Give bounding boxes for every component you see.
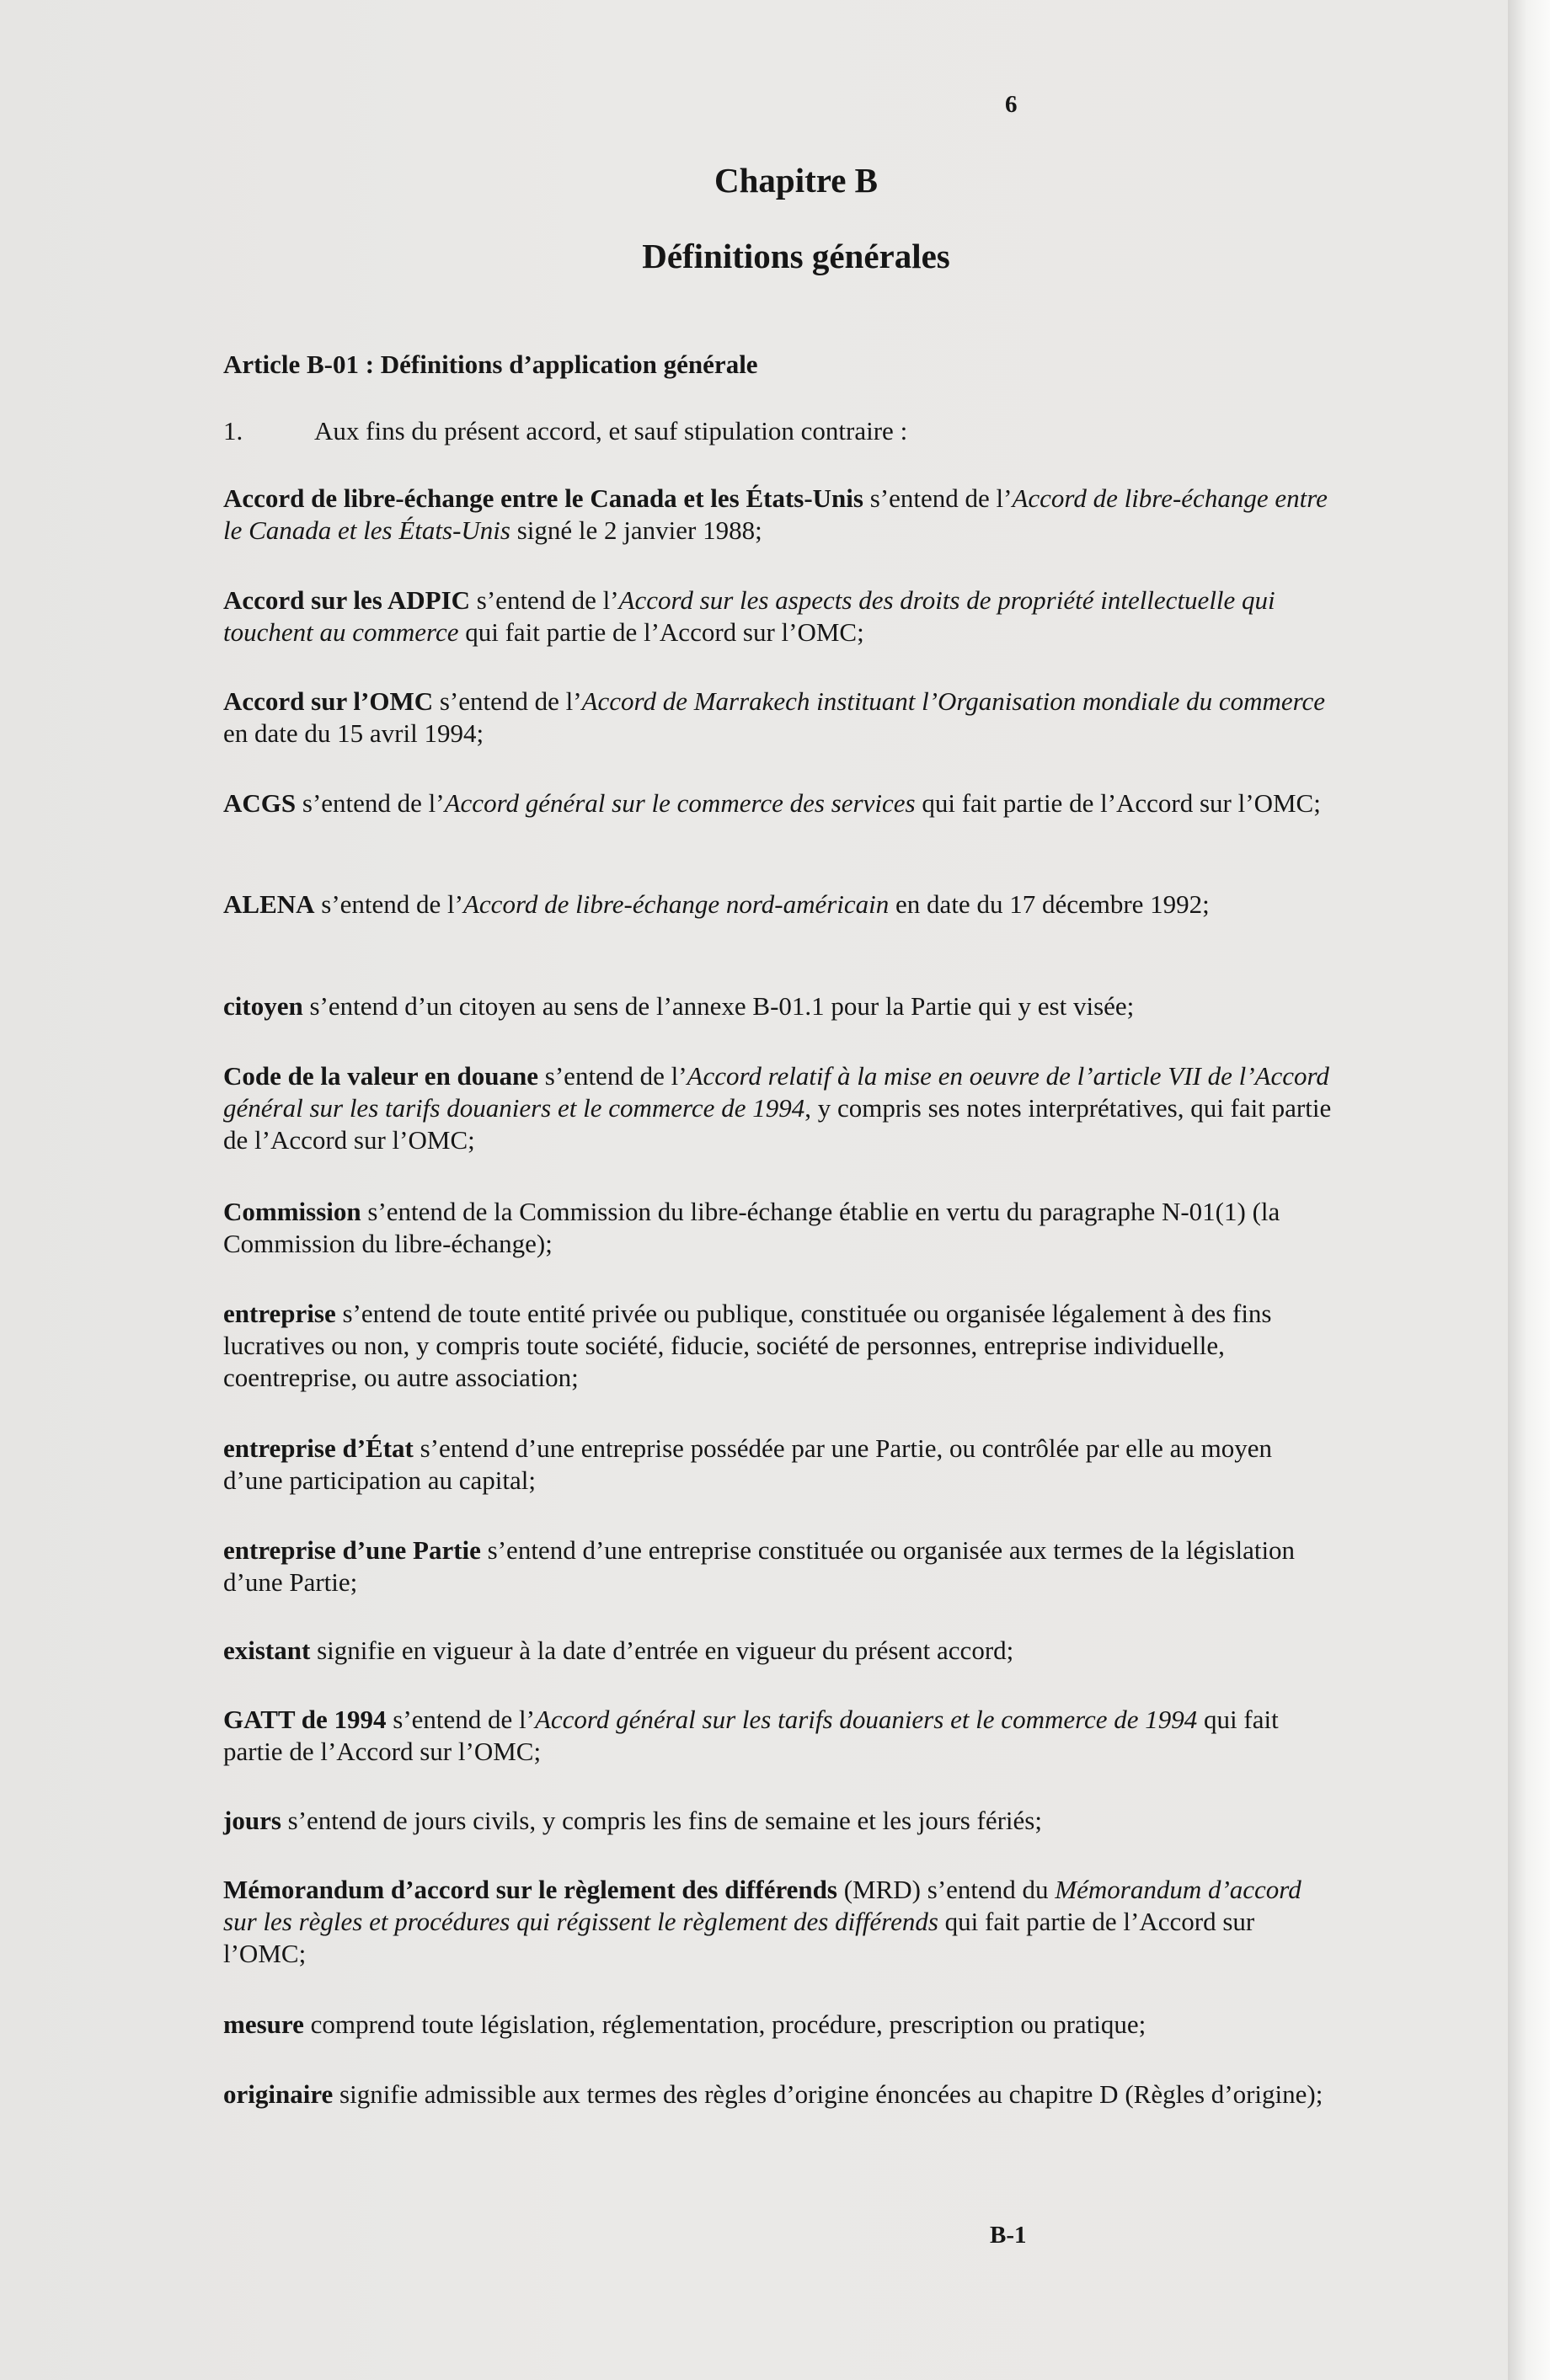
definition-item xyxy=(223,1704,1335,1768)
definition-term: ALENA xyxy=(223,889,315,919)
definition-text: signifie en vigueur à la date d’entrée en vigueur du présent accord; xyxy=(310,1636,1014,1665)
definition-text: s’entend de l’ xyxy=(538,1061,687,1091)
definition-item xyxy=(223,584,1335,648)
definition-term: jours xyxy=(223,1806,281,1835)
definition-text: s’entend d’une entreprise possédée par une Partie, ou contrôlée par elle au moyen d’une participation au capital; xyxy=(223,1433,1273,1495)
definition-text: s’entend de l’ xyxy=(433,686,582,716)
definition-item xyxy=(223,686,1335,750)
definition-term: citoyen xyxy=(223,991,303,1021)
definition-term: entreprise xyxy=(223,1299,336,1328)
definition-text: en date du 17 décembre 1992; xyxy=(889,889,1210,919)
definition-text: signé le 2 janvier 1988; xyxy=(510,515,762,545)
page-number: 6 xyxy=(1005,91,1018,118)
definition-item xyxy=(223,2009,1335,2041)
definition-text: qui fait partie de l’Accord sur l’OMC; xyxy=(458,617,864,647)
definition-item xyxy=(223,1874,1335,1970)
definition-title: Accord de libre-échange nord-américain xyxy=(462,889,890,919)
definition-text: qui fait partie de l’Accord sur l’OMC; xyxy=(915,788,1321,818)
definition-text: s’entend d’une entreprise constituée ou organisée aux termes de la législation d’une Partie; xyxy=(223,1535,1296,1597)
article-heading: Article B-01 : Définitions d’application générale xyxy=(223,350,758,379)
definition-text: signifie admissible aux termes des règles d’origine énoncées au chapitre D (Règles d’origine); xyxy=(333,2079,1323,2109)
definition-item xyxy=(223,2078,1335,2111)
paragraph-intro xyxy=(223,416,907,446)
definition-item xyxy=(223,1298,1335,1394)
definition-text: s’entend d’un citoyen au sens de l’annexe B-01.1 pour la Partie qui y est visée; xyxy=(302,991,1135,1021)
definition-text: s’entend de la Commission du libre-échange établie en vertu du paragraphe N-01(1) (la Commission du libre-échange); xyxy=(223,1197,1280,1258)
definition-term: ACGS xyxy=(223,788,297,818)
chapter-title: Chapitre B xyxy=(714,161,878,200)
paragraph-text: Aux fins du présent accord, et sauf stipulation contraire : xyxy=(314,416,908,446)
definition-title: Accord général sur le commerce des services xyxy=(444,788,916,818)
definition-term: originaire xyxy=(223,2079,334,2109)
definition-term: mesure xyxy=(223,2009,304,2039)
definition-title: Accord de Marrakech instituant l’Organisation mondiale du commerce xyxy=(581,686,1326,716)
definition-item xyxy=(223,888,1335,921)
definition-term: Accord sur les ADPIC xyxy=(223,585,471,615)
definition-term: Code de la valeur en douane xyxy=(223,1061,539,1091)
definition-title: Accord sur les aspects des droits de propriété intellectuelle qui touchent au commerce xyxy=(223,585,1275,647)
definition-title: Mémorandum d’accord sur les règles et procédures qui régissent le règlement des différends xyxy=(223,1875,1301,1936)
definition-text: s’entend de l’ xyxy=(470,585,619,615)
definition-text: s’entend de toute entité privée ou publique, constituée ou organisée légalement à des fins lucratives ou non, y compris toute société, fiducie, société de personnes, entreprise individuelle, coentreprise, ou autre association; xyxy=(223,1299,1272,1392)
definition-text: s’entend de l’ xyxy=(386,1705,535,1734)
definition-text: (MRD) s’entend du xyxy=(836,1875,1056,1904)
definition-term: GATT de 1994 xyxy=(223,1705,387,1734)
definition-term: Commission xyxy=(223,1197,361,1226)
definition-term: Accord de libre-échange entre le Canada et les États-Unis xyxy=(223,483,863,513)
definition-text: s’entend de l’ xyxy=(863,483,1013,513)
definition-item xyxy=(223,990,1335,1022)
definition-term: existant xyxy=(223,1636,311,1665)
definition-title: Accord général sur les tarifs douaniers et le commerce de 1994 xyxy=(534,1705,1198,1734)
definition-term: entreprise d’État xyxy=(223,1433,414,1463)
definition-item xyxy=(223,1196,1335,1260)
definition-item xyxy=(223,1534,1335,1598)
definition-title: Accord relatif à la mise en oeuvre de l’article VII de l’Accord général sur les tarifs douaniers et le commerce de 1994 xyxy=(223,1061,1329,1123)
definition-text: s’entend de l’ xyxy=(296,788,445,818)
definition-text: s’entend de jours civils, y compris les fins de semaine et les jours fériés; xyxy=(281,1806,1042,1835)
definition-item xyxy=(223,1433,1335,1497)
paragraph-number: 1. xyxy=(223,416,243,446)
definition-item xyxy=(223,483,1335,547)
page-footer: B-1 xyxy=(990,2222,1027,2249)
page-edge xyxy=(1508,0,1550,2380)
definition-term: entreprise d’une Partie xyxy=(223,1535,481,1565)
definition-text: qui fait partie de l’Accord sur l’OMC; xyxy=(223,1705,1279,1766)
definition-text: comprend toute législation, réglementation, procédure, prescription ou pratique; xyxy=(303,2009,1146,2039)
definition-term: Mémorandum d’accord sur le règlement des différends xyxy=(223,1875,837,1904)
definition-text: s’entend de l’ xyxy=(314,889,463,919)
definition-text: en date du 15 avril 1994; xyxy=(223,718,484,748)
definition-text: qui fait partie de l’Accord sur l’OMC; xyxy=(223,1907,1255,1968)
definition-item xyxy=(223,787,1335,819)
definition-item xyxy=(223,1635,1335,1667)
definition-item xyxy=(223,1805,1335,1837)
definition-term: Accord sur l’OMC xyxy=(223,686,434,716)
definition-title: Accord de libre-échange entre le Canada et les États-Unis xyxy=(223,483,1328,545)
definition-text: , y compris ses notes interprétatives, qui fait partie de l’Accord sur l’OMC; xyxy=(223,1093,1332,1155)
chapter-subtitle: Définitions générales xyxy=(642,237,950,275)
definition-item xyxy=(223,1060,1335,1156)
